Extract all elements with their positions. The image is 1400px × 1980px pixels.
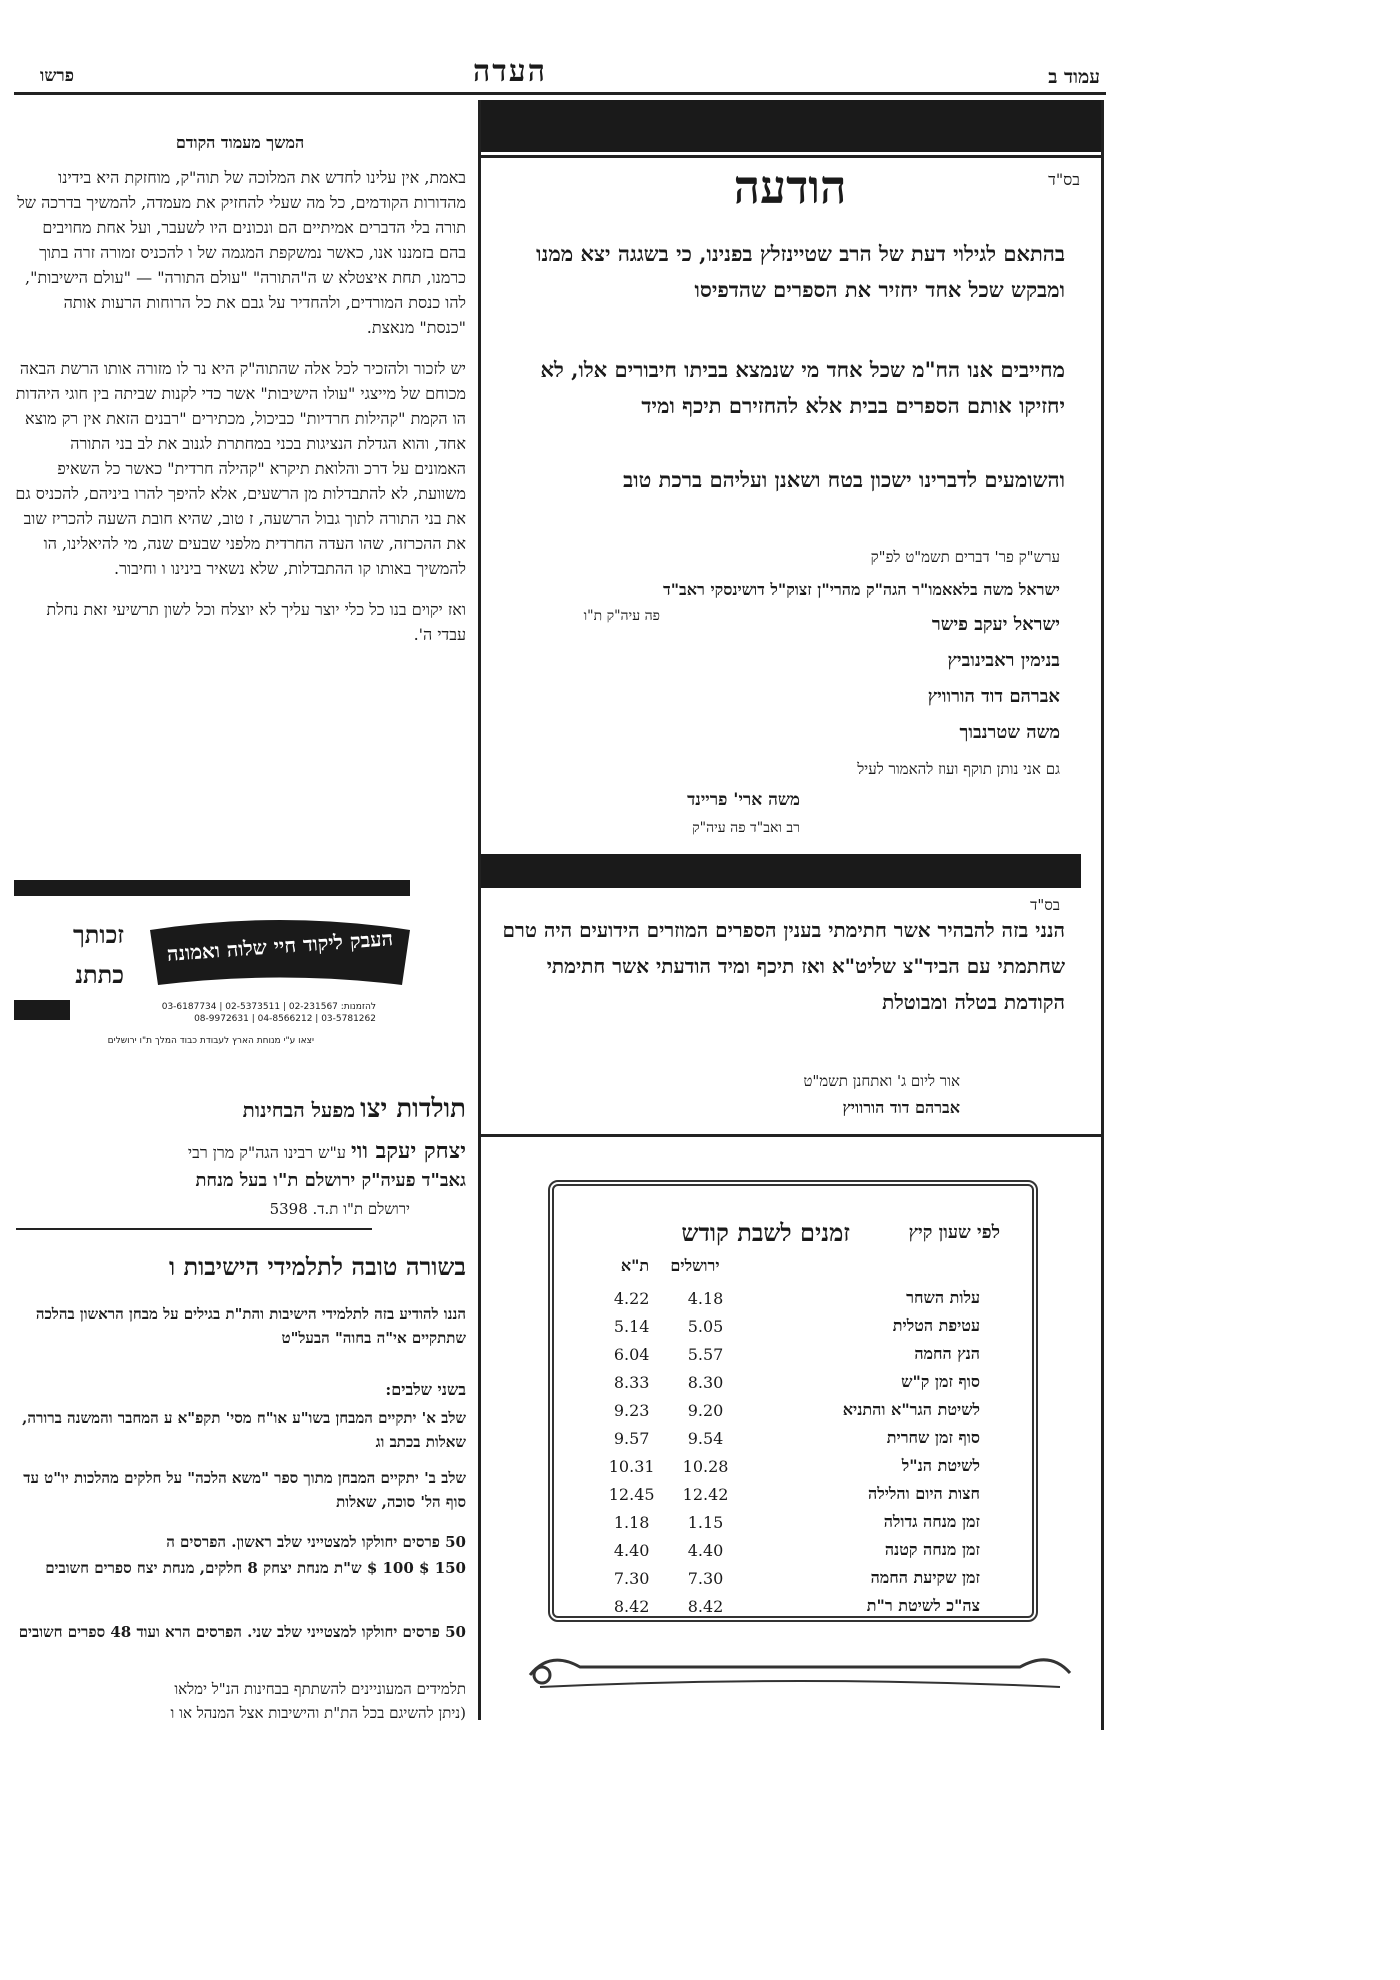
notice-paragraph: בהתאם לגילוי דעת של הרב שטיינזלץ בפנינו, כי בשגגה יצא ממנו ומבקש שכל אחד יחזיר את הספרים שהדפיסו (536, 241, 1065, 302)
zmanim-time-jerusalem: 7.30 (687, 1568, 724, 1588)
notice-top-rule (478, 155, 1104, 158)
exam-prize: 50 פרסים יחולקו למצטייני שלב שני. הפרסים הרא ועוד 48 ספרים חשובים (18, 1623, 466, 1641)
zmanim-time-jerusalem: 5.05 (687, 1316, 724, 1336)
zmanim-table (600, 1284, 980, 1620)
zmanim-time-telaviv: 12.45 (608, 1484, 655, 1504)
zmanim-col-telaviv: ת"א (620, 1256, 650, 1275)
notice2-signature: אברהם דוד הורוויץ (842, 1098, 960, 1117)
zmanim-time-telaviv: 9.23 (613, 1400, 650, 1420)
continued-heading: המשך מעמוד הקודם (175, 133, 305, 152)
zmanim-time-jerusalem: 9.20 (687, 1400, 724, 1420)
article-paragraph: באמת, אין עלינו לחדש את המלוכה של תוה"ק, מוחזקת היא בידינו מהדורות הקודמים, כל מה שעלי להחזיק את מעמדה, להמשיך בדרכה של תורה בלי הדברים אמיתיים הם ונכונים היו לשעבר, ועל אחת מחויבים בהם בזמננו אנו, כאשר נמשקפת המגמה של ו להכניס זמורה זרה בתוך כרמנו, תחת איצטלא ש ה"התורה" "עולם התורה" — "עולם הישיבות", להו כנסת המורדים, ולהחדיר על גבם את כל הרוחות הרעות אותה "כנסת" מנאצת. (17, 168, 466, 337)
zmanim-time-telaviv: 7.30 (613, 1568, 650, 1588)
zmanim-time-jerusalem: 9.54 (687, 1428, 724, 1448)
exam-prize: 150 $ 100 $ ש"ת מנחת יצחק 8 חלקים, מנחת יצח ספרים חשובים (45, 1559, 466, 1577)
zmanim-label: זמן מנחה קטנה (884, 1540, 980, 1559)
zmanim-row (600, 1452, 980, 1480)
notice-signature: אברהם דוד הורוויץ (927, 686, 1060, 707)
ad-side-text: כתתנ (75, 960, 124, 989)
zmanim-label: זמן מנחה גדולה (883, 1512, 980, 1531)
zmanim-time-jerusalem: 4.40 (687, 1540, 724, 1560)
exam-title-text: מפעל הבחינות (242, 1098, 356, 1122)
zmanim-time-telaviv: 1.18 (613, 1512, 650, 1532)
zmanim-time-telaviv: 6.04 (613, 1344, 650, 1364)
header-cut-text: פרשו (40, 66, 74, 86)
zmanim-row (600, 1536, 980, 1564)
zmanim-row (600, 1564, 980, 1592)
column-divider (478, 100, 481, 1720)
zmanim-row (600, 1424, 980, 1452)
exam-footer: תלמידים המעוניינים להשתתף בבחינות הנ"ל ימלאו (174, 1680, 466, 1698)
right-border (1101, 100, 1104, 1730)
zmanim-label: צה"כ לשיטת ר"ת (866, 1596, 980, 1615)
exam-subtitle (14, 1138, 466, 1164)
exam-separator (16, 1228, 372, 1230)
ad-fine-print: יצאו ע"י מנוחת הארץ לעבודת כבוד המלך ת"ו ירושלים (107, 1036, 314, 1046)
article-paragraph: יש לזכור ולהזכיר לכל אלה שהתוה"ק היא נר לו מזורה אותו הרשת הבאה מכוחם של מייצגי "עולו הישיבות" אשר כדי לקנות שביתה בין חוגי היהדות הו הקמת "קהילות חרדיות" כביכול, מכתירים "רבנים הזאת אין רק מוצא אחד, והוא הגדלת הנציגות בכני במחתרת לגנוב את לב בני התורה האמונים על דרכ והלואת תיקרא "קהילה חרדית" כאשר כל השאיפ משוועת, לא להתבדלות מן הרשעים, אלא להיפך להרו ביניהם, להכניס גם את בני התורה לתוך גבול הרשעה, ז טוב, שהיא חובת השעה להכריז שוב את ההכרזה, שהו העדה החרדית מלפני שבעים שנה, מי להיאלינו, הו להמשיך באותו קו ההתבדלות, שלא נשאיר בינינו ו וחיבור. (15, 359, 466, 578)
article-continued (14, 130, 466, 810)
notice-title: הודעה (733, 160, 847, 214)
zmanim-label: עטיפת הטלית (892, 1316, 980, 1335)
zmanim-row (600, 1312, 980, 1340)
exam-headline: בשורה טובה לתלמידי הישיבות ו (168, 1252, 466, 1281)
notice-paragraph: מחייבים אנו הח"מ שכל אחד מי שנמצא בביתו חיבורים אלו, לא יחזיקו אותם הספרים בבית אלא להחזירם תיכף ומיד (540, 357, 1065, 418)
exam-stage: שלב א' יתקיים המבחן בשו"ע או"ח מסי' תקפ"א ע המחבר והמשנה ברורה, שאלות בכתב וג (22, 1409, 466, 1451)
zmanim-time-telaviv: 10.31 (608, 1456, 655, 1476)
notice-signature: משה ארי' פריינד (687, 790, 800, 810)
notice-paragraph: והשומעים לדברינו ישכון בטח ושאנן ועליהם ברכת טוב (623, 467, 1065, 492)
zmanim-season: לפי שעון קיץ (908, 1222, 1000, 1243)
zmanim-label: לשיטת הנ"ל (901, 1456, 980, 1475)
zmanim-row (600, 1508, 980, 1536)
notice2-body: הנני בזה להבהיר אשר חתימתי בענין הספרים המוזרים הידועים היה טרם שחתמתי עם הביד"צ שליט"א ואז תיכף ומיד הודעתי אשר חתימתי הקודמת בטלה ומבוטלת (502, 918, 1065, 1014)
exam-subtitle-line: גאב"ד פעיה"ק ירושלם ת"ו בעל מנחת (195, 1170, 466, 1191)
zmanim-row (600, 1480, 980, 1508)
ad-top-bar (14, 880, 410, 896)
header-rule (14, 92, 1106, 95)
exam-stages-title: בשני שלבים: (385, 1380, 466, 1399)
zmanim-col-jerusalem: ירושלים (670, 1256, 720, 1275)
article-paragraph: ואז יקוים בנו כל כלי יוצר עליך לא יוצלח וכל לשון תרשיעי זאת נחלת עבדי ה'. (46, 600, 466, 644)
zmanim-label: לשיטת הגר"א והתניא (842, 1400, 980, 1419)
zmanim-label: חצות היום והלילה (868, 1484, 980, 1503)
zmanim-row (600, 1340, 980, 1368)
zmanim-title: זמנים לשבת קודש (681, 1218, 850, 1247)
zmanim-label: סוף זמן ק"ש (901, 1372, 980, 1391)
notice-top-bar (481, 100, 1101, 152)
zmanim-time-jerusalem: 12.42 (682, 1484, 729, 1504)
zmanim-label: סוף זמן שחרית (886, 1428, 980, 1447)
scroll-ornament (520, 1645, 1080, 1695)
notice-endorsement: גם אני נותן תוקף ועוז להאמור לעיל (857, 760, 1060, 778)
exam-stage: שלב ב' יתקיים המבחן מתוך ספר "משא הלכה" על חלקים מהלכות יו"ט עד סוף הל' סוכה, שאלות (23, 1469, 466, 1511)
zmanim-time-jerusalem: 1.15 (687, 1512, 724, 1532)
ad-fine-print: להזמנות: 02-231567 | 02-5373511 | 03-6187734 (161, 1002, 376, 1012)
exam-prize: 50 פרסים יחולקו למצטייני שלב ראשון. הפרסים ה (166, 1533, 466, 1551)
exam-title (14, 1094, 466, 1124)
ad-fine-print: 03-5781262 | 04-8566212 | 08-9972631 (194, 1014, 376, 1024)
zmanim-label: עלות השחר (906, 1288, 980, 1307)
notice2-bottom-rule (478, 1134, 1104, 1137)
zmanim-row (600, 1284, 980, 1312)
notice-date: ערש"ק פר' דברים תשמ"ט לפ"ק (870, 548, 1060, 566)
notice-signature: ישראל יעקב פישר (931, 614, 1060, 635)
notice2-bsd: בס"ד (1030, 896, 1060, 914)
zmanim-row (600, 1396, 980, 1424)
zmanim-time-jerusalem: 5.57 (687, 1344, 724, 1364)
notice2-date: אור ליום ג' ואתחנן תשמ"ט (803, 1072, 960, 1090)
ad-black-block (14, 1000, 70, 1020)
exam-address: ירושלם ת"ו ת.ד. 5398 (269, 1200, 410, 1218)
exam-title-emph: תולדות יצו (360, 1094, 466, 1124)
zmanim-label: זמן שקיעת החמה (870, 1568, 980, 1587)
zmanim-row (600, 1368, 980, 1396)
ad-side-text: זכותך (73, 920, 124, 949)
zmanim-row (600, 1592, 980, 1620)
notice-signature: בנימין ראבינוביץ (947, 650, 1060, 671)
zmanim-time-jerusalem: 8.42 (687, 1596, 724, 1616)
zmanim-time-telaviv: 5.14 (613, 1316, 650, 1336)
ad-ribbon-text: העבק ליקוד חיי שלוה ואמונה (166, 926, 394, 966)
notice-signature-sub: פה עיה"ק ת"ו (583, 608, 660, 624)
zmanim-time-telaviv: 9.57 (613, 1428, 650, 1448)
notice-signature: ישראל משה בלאאמו"ר הגה"ק מהרי"ן זצוק"ל דושינסקי ראב"ד (663, 580, 1060, 599)
zmanim-time-telaviv: 8.42 (613, 1596, 650, 1616)
notice-signature-sub: רב ואב"ד פה עיה"ק (692, 820, 800, 836)
zmanim-time-jerusalem: 4.18 (687, 1288, 724, 1308)
exam-intro: הננו להודיע בזה לתלמידי הישיבות והת"ת בגילים על מבחן הראשון בהלכה שתתקיים אי"ה בחוה" הבעל"ט (35, 1305, 466, 1347)
ad-ribbon (140, 910, 420, 1000)
exam-dedication: ע"ש רבינו הגה"ק מרן רבי (187, 1143, 346, 1162)
zmanim-label: הנץ החמה (914, 1344, 980, 1363)
page-number-label: עמוד ב (1048, 66, 1100, 88)
zmanim-time-telaviv: 4.22 (613, 1288, 650, 1308)
exam-rabbi-name: יצחק יעקב ווי (350, 1138, 466, 1164)
zmanim-time-jerusalem: 8.30 (687, 1372, 724, 1392)
notice-bsd: בס"ד (1048, 170, 1080, 189)
zmanim-time-telaviv: 4.40 (613, 1540, 650, 1560)
exam-footer: (ניתן להשיגם בכל הת"ת והישיבות אצל המנהל או ו (170, 1704, 466, 1722)
notice-signature: משה שטרנבוך (959, 722, 1060, 743)
notice2-top-bar (481, 854, 1081, 888)
zmanim-time-telaviv: 8.33 (613, 1372, 650, 1392)
zmanim-time-jerusalem: 10.28 (682, 1456, 729, 1476)
masthead: העדה (473, 54, 547, 89)
